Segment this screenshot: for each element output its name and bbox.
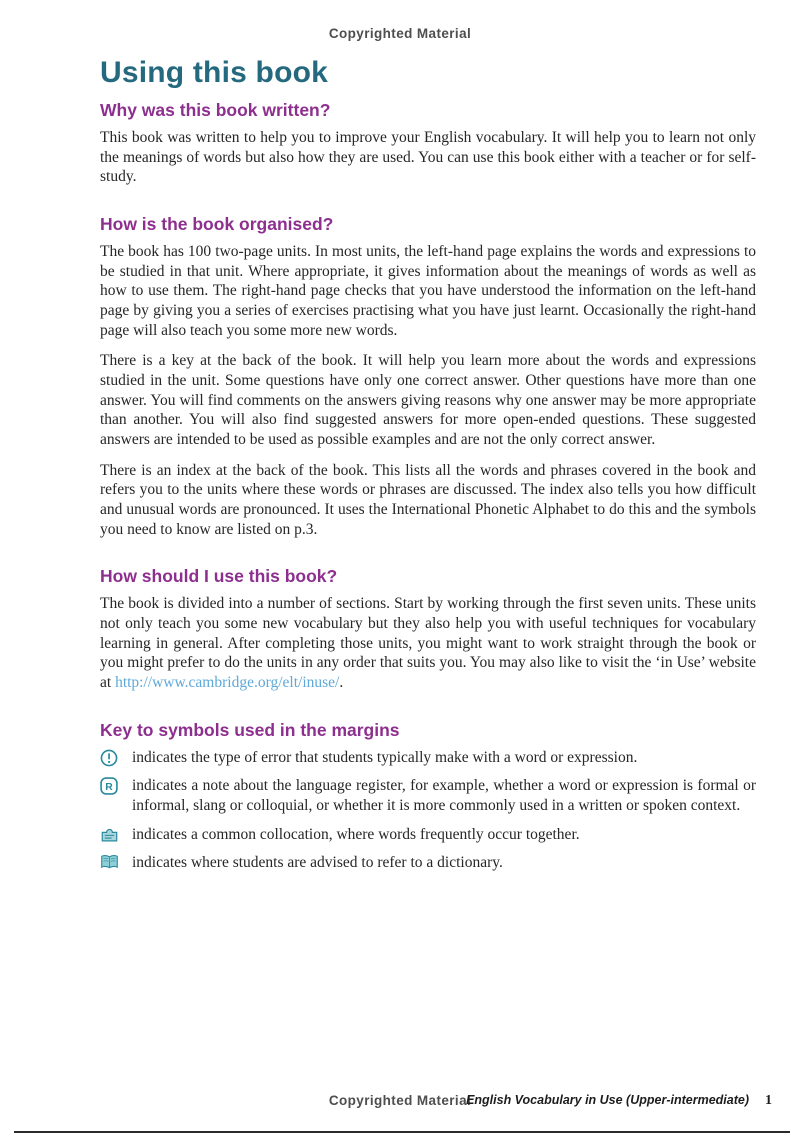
inuse-website-link[interactable]: http://www.cambridge.org/elt/inuse/ [115, 674, 340, 692]
section-how-to-use [100, 566, 756, 692]
symbol-description: indicates a common collocation, where words frequently occur together. [132, 825, 580, 843]
collocation-icon [100, 825, 122, 843]
paragraph: There is an index at the back of the book. This lists all the words and phrases covered in the book and refers you to the units where these words or phrases are discussed. The index also tells you how difficult and unusual words are pronounced. It uses the International Phonetic Alphabet to do this and the symbols you need to know are listed on p.3. [100, 461, 756, 538]
section-why-written [100, 100, 756, 187]
symbol-description: indicates where students are advised to refer to a dictionary. [132, 854, 503, 872]
symbol-legend-item [100, 853, 756, 873]
copyright-notice-top: Copyrighted Material [328, 26, 472, 41]
symbol-description: indicates the type of error that students typically make with a word or expression. [132, 748, 638, 766]
copyright-notice-bottom: Copyrighted Material [328, 1093, 472, 1108]
book-title: English Vocabulary in Use (Upper-intermediate) [466, 1093, 749, 1107]
section-heading-organised: How is the book organised? [100, 214, 334, 235]
footer-right-group [466, 1093, 772, 1109]
exclamation-circle-icon [100, 748, 122, 767]
paragraph: The book has 100 two-page units. In most units, the left-hand page explains the words and expressions to be studied in that unit. Where appropriate, it gives information about the meanings of words as well as how to use them. The right-hand page checks that you have understood the information on the left-hand page by giving you a series of exercises practising what you have just learnt. Occasionally the right-hand page will also teach you some more new words. [100, 243, 756, 339]
section-heading-why: Why was this book written? [100, 100, 331, 120]
symbol-legend-item [100, 776, 756, 815]
section-organised [100, 214, 756, 539]
section-heading-use: How should I use this book? [100, 566, 338, 587]
paragraph [100, 594, 756, 692]
section-key-symbols [100, 720, 756, 873]
paragraph: This book was written to help you to improve your English vocabulary. It will help you to learn not only the meanings of words but also how they are used. You can use this book either with a teacher or for self-study. [100, 129, 756, 186]
register-r-icon [100, 776, 122, 795]
symbol-legend-item [100, 748, 756, 768]
svg-text:R: R [105, 782, 113, 794]
page-title: Using this book [100, 56, 328, 89]
dictionary-book-icon [100, 853, 122, 870]
paragraph-text: The book is divided into a number of sections. Start by working through the first seven units. These units not only teach you some new vocabulary but they also help you with useful techniques for vocabulary learning in general. After completing those units, you might want to work straight through the book or you might prefer to do the units in any order that suits you. You may also like to visit the ‘in Use’ website at [100, 595, 756, 692]
section-heading-key: Key to symbols used in the margins [100, 719, 400, 740]
page-footer [0, 1093, 800, 1113]
scan-edge [14, 1131, 790, 1133]
paragraph-text: . [339, 674, 344, 692]
symbol-description: indicates a note about the language register, for example, whether a word or expression is formal or informal, slang or colloquial, or whether it is more commonly used in a written or spoken context. [132, 777, 756, 815]
paragraph: There is a key at the back of the book. It will help you learn more about the words and expressions studied in the unit. Some questions have only one correct answer. Other questions have more than one answer. You will find comments on the answers giving reasons why one answer may be more appropriate than another. You will also find suggested answers for more open-ended questions. These suggested answers are intended to be used as possible examples and are not the only correct answer. [100, 352, 756, 449]
page-number: 1 [765, 1093, 772, 1108]
symbol-legend-item [100, 825, 756, 845]
symbol-legend [100, 748, 756, 873]
